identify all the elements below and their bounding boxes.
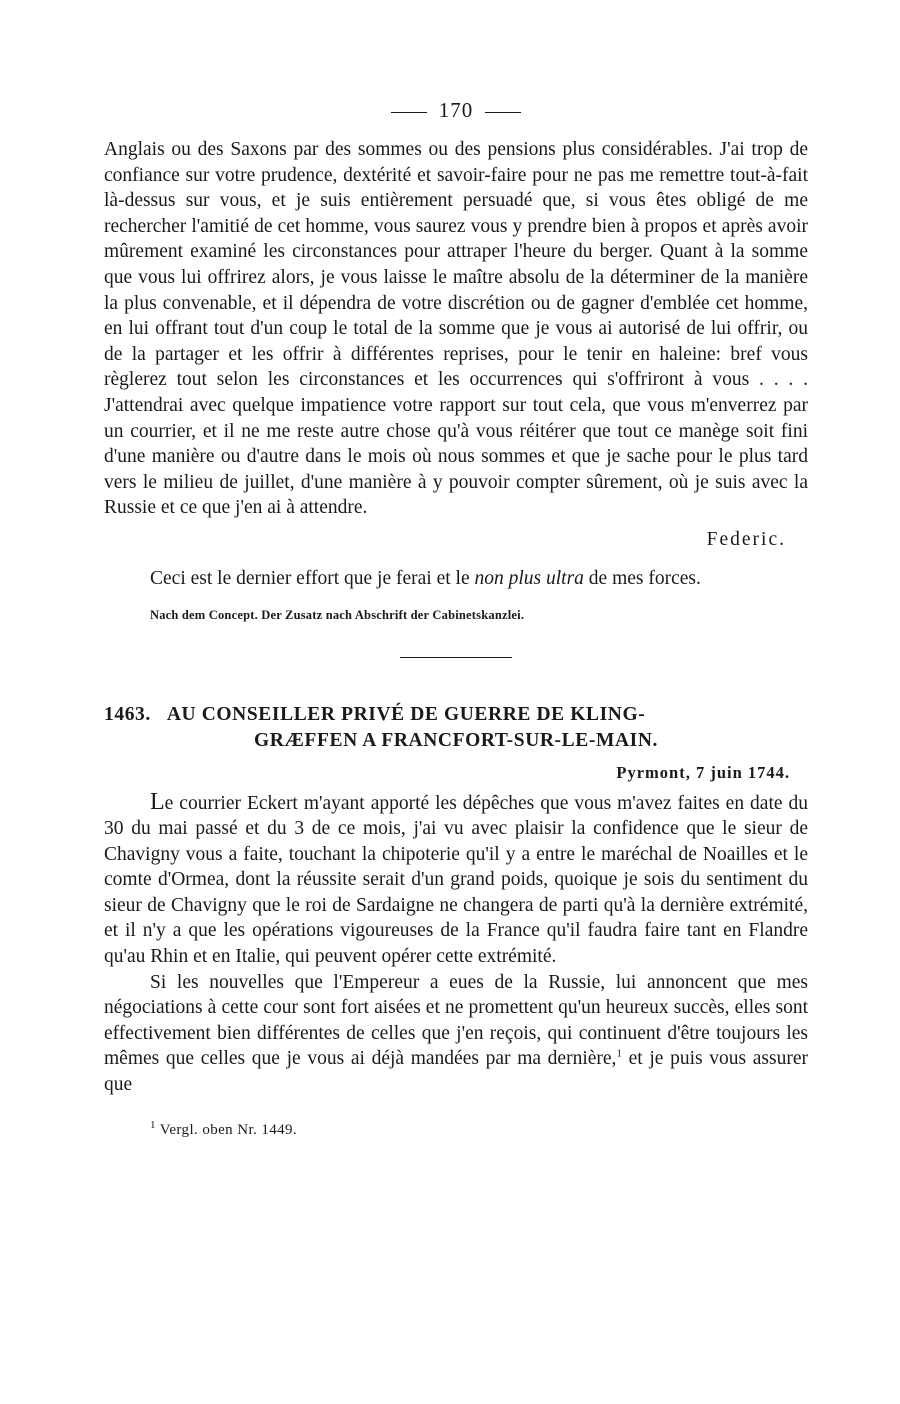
letter-dropcap: L [150, 788, 165, 815]
letter-end-paragraph: Anglais ou des Saxons par des sommes ou des pensions plus considérables. J'ai trop de confiance sur votre prudence, dextérité et savoir-faire pour ne pas me remettre tout-à-fait là-dessus sur vous, et je suis entièrement persuadé que, si vous êtes obligé de me rechercher l'amitié de cet homme, vous saurez vous y prendre bien à propos et après avoir mûrement examiné les circonstances pour attraper l'heure du berger. Quant à la somme que vous lui offrirez alors, je vous laisse le maître absolu de la déterminer de la manière la plus convenable, et il dépendra de votre discrétion ou de gagner d'emblée cet homme, en lui offrant tout d'un coup le total de la somme que je vous ai autorisé de lui offrir, ou de la partager et les offrir à différentes reprises, pour le tenir en haleine: bref vous règlerez tout selon les circonstances et les occurrences qui s'offriront à vous . . . . J'attendrai avec quelque impatience votre rapport sur tout cela, que vous m'enverrez par un courrier, et il ne me reste autre chose qu'à vous réitérer que tout ce manège soit fini d'une manière ou d'autre dans le mois où nous sommes et que je sache pour le plus tard vers le milieu de juillet, d'une manière à y pouvoir compter sûrement, où je suis avec la Russie et ce que j'en ai à attendre. [104, 139, 808, 519]
page [104, 98, 808, 1139]
letter-paragraph-2-tail: et je puis vous assurer que [104, 1048, 808, 1096]
letter-heading-line2: GRÆFFEN A FRANCFORT-SUR-LE-MAIN. [253, 729, 658, 751]
postscript-text-after: de mes forces. [583, 567, 701, 589]
footnote-mark: 1 [150, 1118, 156, 1131]
footnote-reference[interactable]: 1 [616, 1047, 622, 1060]
letter-paragraph-2-text: Si les nouvelles que l'Empereur a eues de la Russie, lui annoncent que mes négociations à cette cour sont fort aisées et ne promettent qu'un heureux succès, elles sont effectivement bien différentes de celles que j'en reçois, qui continuent d'être toujours les mêmes que celles que je vous ai déjà mandées par ma dernière, [104, 971, 808, 1070]
page-number-dash-left [391, 112, 427, 113]
letter-heading-line1: AU CONSEILLER PRIVÉ DE GUERRE DE KLING- [166, 703, 646, 725]
letter-paragraph-1-text: e courrier Eckert m'ayant apporté les dépêches que vous m'avez faites en date du 30 du mai passé et du 3 de ce mois, j'ai vu avec plaisir la confidence que le sieur de Chavigny vous a faite, touchant la chipoterie qu'il y a entre le maréchal de Noailles et le comte d'Ormea, dont la réussite serait d'un grand poids, quoique je sois du sentiment du sieur de Chavigny que le roi de Sardaigne ne changera de parti qu'à la dernière extrémité, et il n'y a que les opérations vigoureuses de la France qu'il faudra faire tant en Flandre qu'au Rhin et en Italie, qui peuvent opérer cette extrémité. [104, 792, 808, 968]
postscript-text-before: Ceci est le dernier effort que je ferai et le [150, 567, 475, 589]
letter-heading [104, 702, 808, 754]
footnote [150, 1118, 808, 1139]
page-number-dash-right [485, 112, 521, 113]
page-number [104, 98, 808, 123]
footnote-text: Vergl. oben Nr. 1449. [159, 1121, 298, 1138]
letter-paragraph-2 [104, 970, 808, 1098]
section-separator [400, 657, 512, 658]
postscript [104, 566, 808, 592]
page-number-text: 170 [438, 98, 474, 122]
signature: Federic. [706, 528, 786, 550]
dateline: Pyrmont, 7 juin 1744. [616, 762, 790, 782]
letter-paragraph-1 [104, 790, 808, 970]
letter-number: 1463. [104, 703, 151, 725]
postscript-italic: non plus ultra [474, 567, 584, 589]
source-note: Nach dem Concept. Der Zusatz nach Abschrift der Cabinetskanzlei. [150, 607, 525, 622]
